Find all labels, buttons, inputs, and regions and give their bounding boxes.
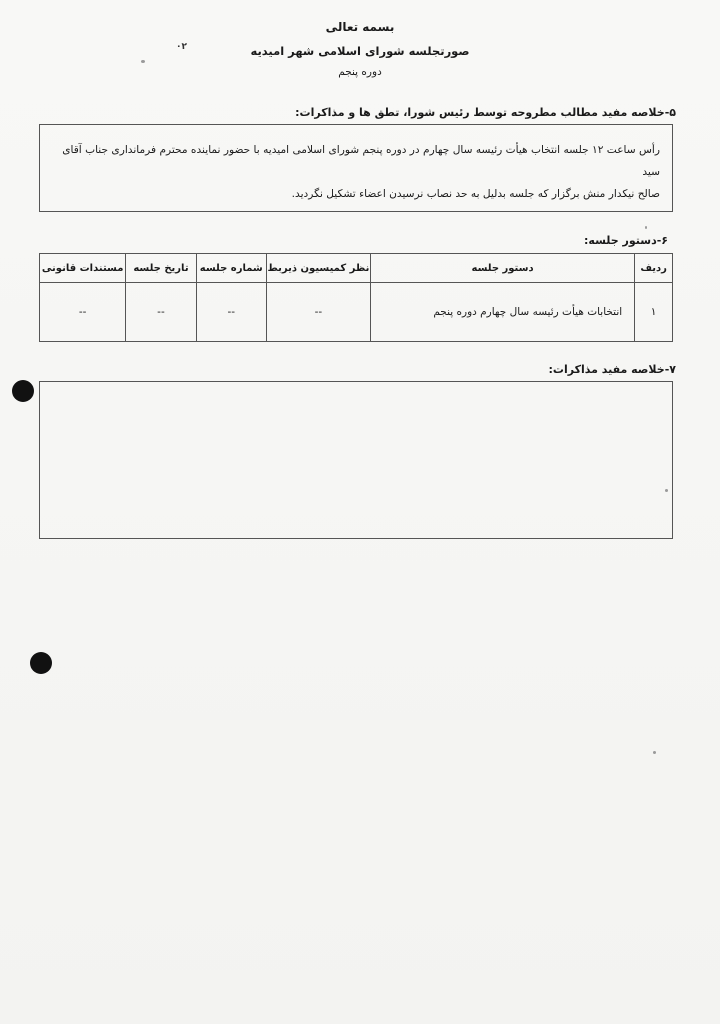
agenda-header-row	[40, 254, 673, 283]
cell-session-number: --	[196, 283, 266, 342]
header-session-number: شماره جلسه	[196, 254, 266, 283]
document-title: صورتجلسه شورای اسلامی شهر امیدیه	[250, 44, 470, 58]
section-5-box	[39, 124, 673, 212]
punch-hole-lower	[30, 652, 52, 674]
section-5-text	[40, 125, 672, 205]
section-7-title: ۷-خلاصه مفید مذاکرات:	[548, 363, 676, 376]
punch-hole-upper	[12, 380, 34, 402]
header-legal-documents: مستندات قانونی	[40, 254, 126, 283]
cell-legal-documents: --	[40, 283, 126, 342]
cell-row-number: ۱	[635, 283, 673, 342]
header-agenda: دستور جلسه	[370, 254, 634, 283]
header-commission-opinion: نظر کمیسیون ذیربط	[266, 254, 370, 283]
scan-speck	[645, 226, 647, 229]
agenda-table	[39, 253, 673, 342]
section-5-line-2: صالح نیکدار منش برگزار که جلسه بدلیل به حد نصاب نرسیدن اعضاء تشکیل نگردید.	[291, 188, 660, 200]
section-5-line-1: رأس ساعت ۱۲ جلسه انتخاب هیأت رئیسه سال چهارم در دوره پنجم شورای اسلامی امیدیه با حضور نماینده محترم فرمانداری جناب آقای سید	[62, 144, 660, 178]
section-7-box	[39, 381, 673, 539]
section-5-title: ۵-خلاصه مفید مطالب مطروحه توسط رئیس شورا، تطق ها و مذاکرات:	[295, 106, 676, 119]
cell-commission-opinion: --	[266, 283, 370, 342]
term-subtitle: دوره پنجم	[338, 66, 382, 78]
section-6-title: ۶-دستور جلسه:	[584, 234, 668, 247]
scan-speck	[141, 60, 145, 63]
scan-speck	[653, 751, 656, 754]
cell-agenda: انتخابات هیأت رئیسه سال چهارم دوره پنجم	[370, 283, 634, 342]
scan-speck	[665, 489, 668, 492]
page-mark: ۰۲	[176, 42, 187, 52]
invocation-heading: بسمه تعالی	[325, 20, 395, 34]
table-row	[40, 283, 673, 342]
cell-session-date: --	[126, 283, 196, 342]
header-row-number: ردیف	[635, 254, 673, 283]
header-session-date: تاریخ جلسه	[126, 254, 196, 283]
